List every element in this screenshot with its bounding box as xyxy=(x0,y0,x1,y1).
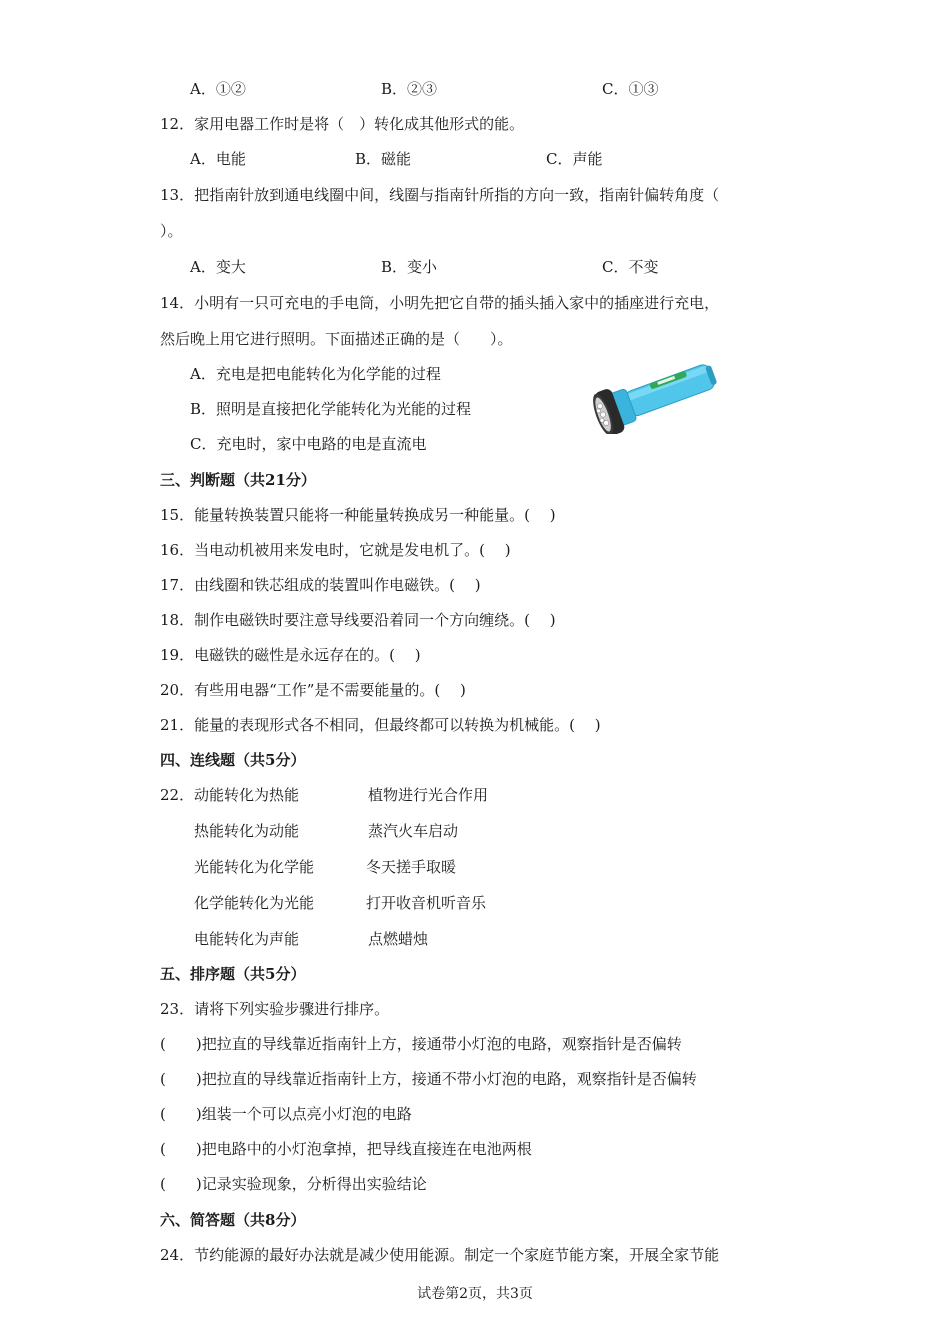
flashlight-image xyxy=(592,358,722,434)
q17-item: 17．由线圈和铁芯组成的装置叫作电磁铁。( ) xyxy=(160,576,481,594)
q12-option-b: B．磁能 xyxy=(355,150,412,168)
q11-option-a: A．①② xyxy=(190,80,246,98)
q13-option-c: C．不变 xyxy=(602,258,659,276)
section4-heading: 四、连线题（共5分） xyxy=(160,751,306,769)
q13-option-a: A．变大 xyxy=(190,258,246,276)
q14-option-c: C．充电时，家中电路的电是直流电 xyxy=(190,435,427,453)
match-right-item: 冬天搓手取暖 xyxy=(366,858,457,876)
match-left-item: 光能转化为化学能 xyxy=(194,858,315,876)
match-left-item: 热能转化为动能 xyxy=(194,822,300,840)
q20-item: 20．有些用电器“工作”是不需要能量的。( ) xyxy=(160,681,466,699)
q12-stem: 12．家用电器工作时是将（ ）转化成其他形式的能。 xyxy=(160,115,525,133)
sort-step: ( )把拉直的导线靠近指南针上方，接通带小灯泡的电路，观察指针是否偏转 xyxy=(160,1035,682,1053)
section6-heading: 六、简答题（共8分） xyxy=(160,1211,306,1229)
section3-heading: 三、判断题（共21分） xyxy=(160,471,316,489)
match-left-item: 动能转化为热能 xyxy=(194,786,300,804)
match-left-item: 化学能转化为光能 xyxy=(194,894,315,912)
sort-step: ( )把电路中的小灯泡拿掉，把导线直接连在电池两根 xyxy=(160,1140,532,1158)
section5-heading: 五、排序题（共5分） xyxy=(160,965,306,983)
match-left-item: 电能转化为声能 xyxy=(194,930,300,948)
q13-option-b: B．变小 xyxy=(381,258,438,276)
q12-option-c: C．声能 xyxy=(546,150,603,168)
match-right-item: 植物进行光合作用 xyxy=(368,786,489,804)
q13-stem-line1: 13．把指南针放到通电线圈中间，线圈与指南针所指的方向一致，指南针偏转角度（ xyxy=(160,186,720,204)
q21-item: 21．能量的表现形式各不相同，但最终都可以转换为机械能。( ) xyxy=(160,716,601,734)
q19-item: 19．电磁铁的磁性是永远存在的。( ) xyxy=(160,646,421,664)
q14-stem-line2: 然后晚上用它进行照明。下面描述正确的是（ ）。 xyxy=(160,330,513,348)
page-footer: 试卷第2页，共3页 xyxy=(417,1286,533,1302)
match-right-item: 蒸汽火车启动 xyxy=(368,822,459,840)
sort-step: ( )组装一个可以点亮小灯泡的电路 xyxy=(160,1105,412,1123)
q14-option-a: A．充电是把电能转化为化学能的过程 xyxy=(190,365,441,383)
q22-number: 22． xyxy=(160,786,195,804)
q11-option-b: B．②③ xyxy=(381,80,438,98)
q14-stem-line1: 14．小明有一只可充电的手电筒，小明先把它自带的插头插入家中的插座进行充电， xyxy=(160,294,720,312)
q15-item: 15．能量转换装置只能将一种能量转换成另一种能量。( ) xyxy=(160,506,556,524)
q18-item: 18．制作电磁铁时要注意导线要沿着同一个方向缠绕。( ) xyxy=(160,611,556,629)
q12-option-a: A．电能 xyxy=(190,150,246,168)
q23-stem: 23．请将下列实验步骤进行排序。 xyxy=(160,1000,390,1018)
sort-step: ( )记录实验现象，分析得出实验结论 xyxy=(160,1175,427,1193)
q16-item: 16．当电动机被用来发电时，它就是发电机了。( ) xyxy=(160,541,511,559)
q11-option-c: C．①③ xyxy=(602,80,659,98)
q14-option-b: B．照明是直接把化学能转化为光能的过程 xyxy=(190,400,472,418)
q24-stem: 24．节约能源的最好办法就是减少使用能源。制定一个家庭节能方案，开展全家节能 xyxy=(160,1246,720,1264)
sort-step: ( )把拉直的导线靠近指南针上方，接通不带小灯泡的电路，观察指针是否偏转 xyxy=(160,1070,697,1088)
match-right-item: 打开收音机听音乐 xyxy=(366,894,487,912)
q13-stem-line2: ）。 xyxy=(160,222,183,240)
match-right-item: 点燃蜡烛 xyxy=(368,930,429,948)
